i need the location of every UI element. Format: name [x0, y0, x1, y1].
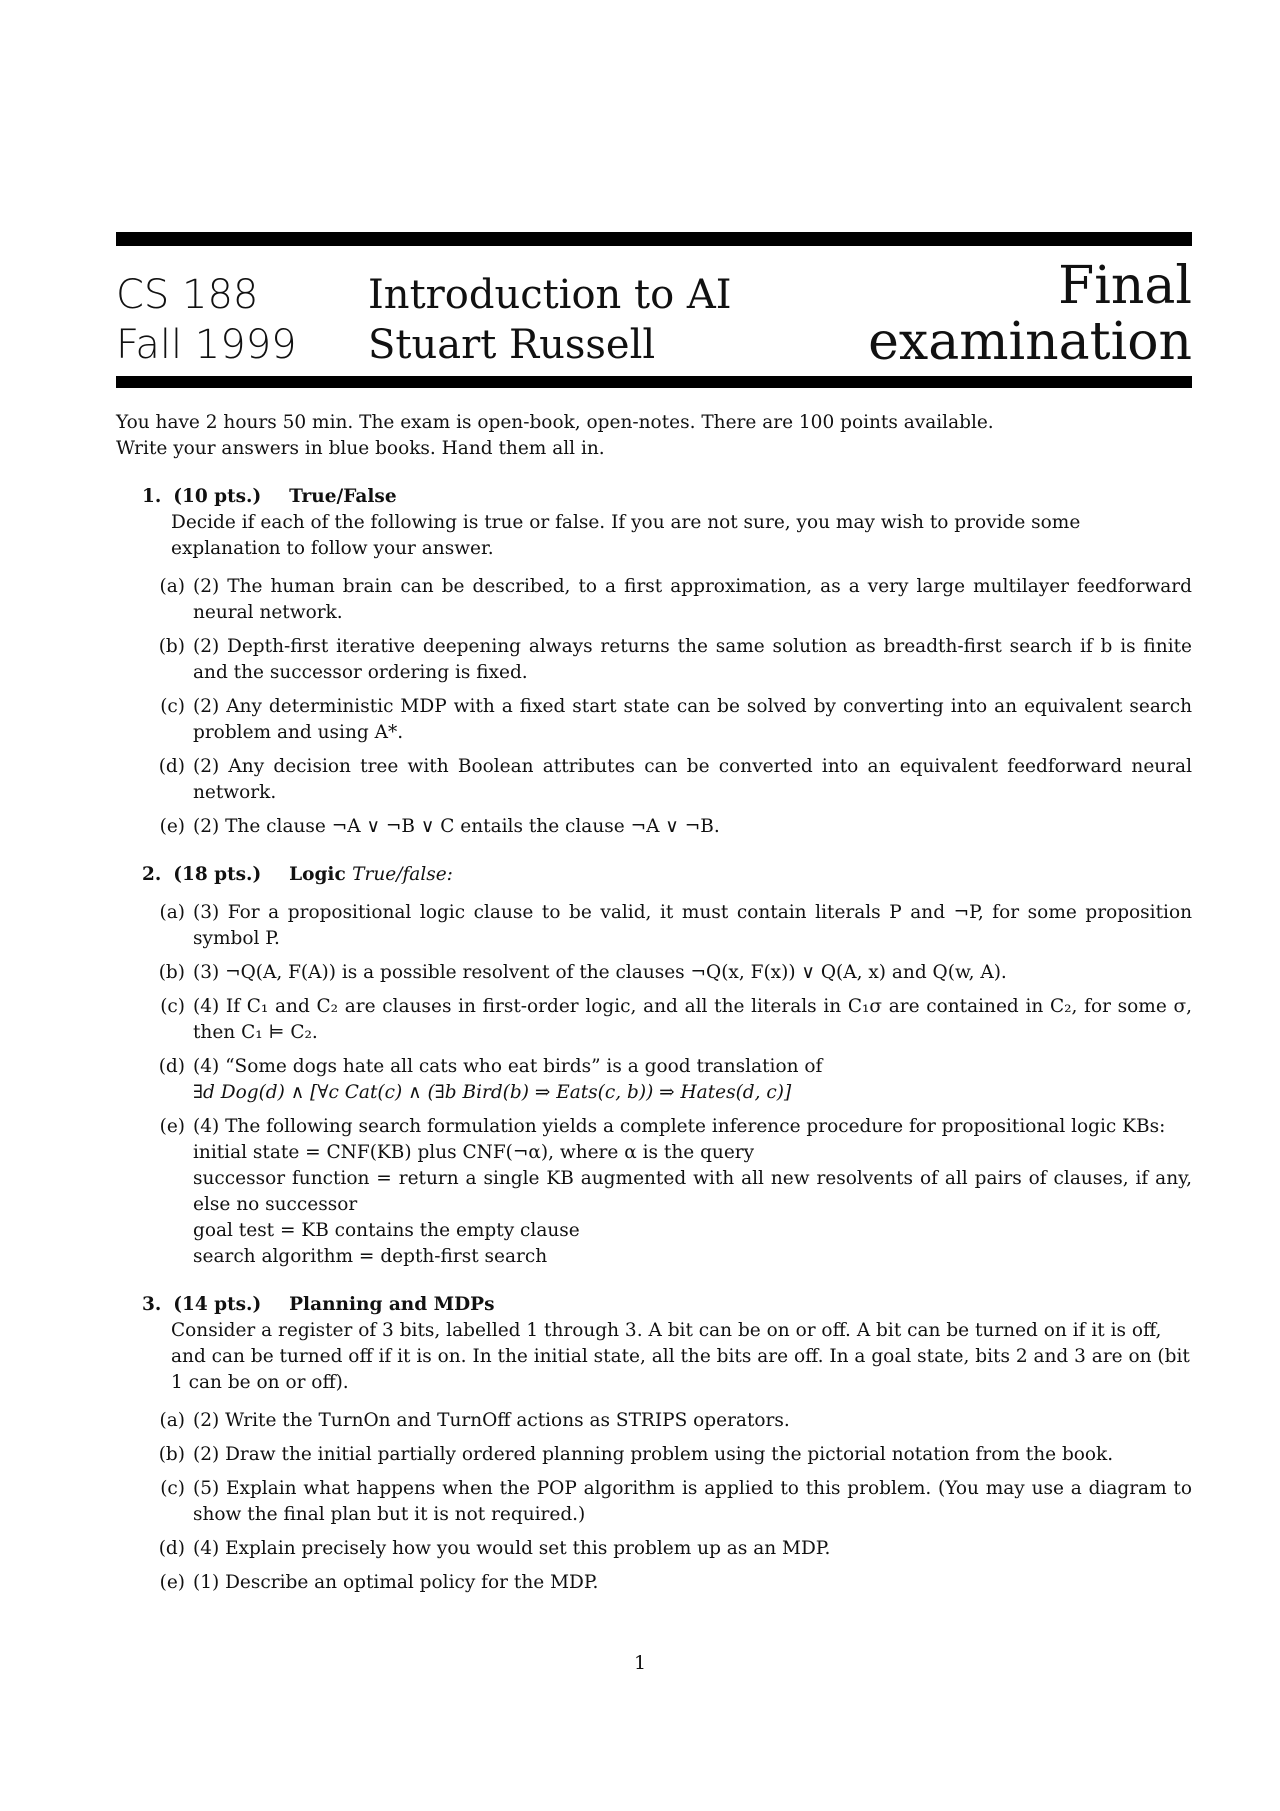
header-rule [116, 376, 1192, 388]
logic-formula: ∃d Dog(d) ∧ [∀c Cat(c) ∧ (∃b Bird(b) ⇒ Eats(c, b)) ⇒ Hates(d, c)] [193, 1082, 792, 1103]
item-label: (d) [158, 1056, 185, 1077]
question-description: Decide if each of the following is true or false. If you are not sure, you may wish to provide some explanation to follow your answer. [171, 512, 1081, 559]
item-label: (c) [160, 696, 185, 717]
question-number: 1. [142, 486, 162, 507]
question-title: Planning and MDPs [289, 1294, 495, 1315]
item-label: (e) [159, 1572, 185, 1593]
item-text: (2) Draw the initial partially ordered planning problem using the pictorial notation from the book. [193, 1444, 1114, 1465]
list-item [141, 1408, 1192, 1434]
title-block [368, 270, 768, 370]
item-label: (c) [160, 996, 185, 1017]
instructor-name: Stuart Russell [368, 322, 656, 368]
list-item [141, 960, 1192, 986]
exam-title: Final examination [868, 256, 1192, 372]
successor-function-line: successor function = return a single KB augmented with all new resolvents of all pairs of clauses, if any, else no successor [193, 1168, 1192, 1215]
question-2 [116, 862, 1192, 1270]
header [116, 246, 1192, 370]
question-3-items [158, 1408, 1192, 1596]
course-title: Introduction to AI [368, 272, 732, 318]
item-label: (e) [159, 1116, 185, 1137]
item-text: (2) Any decision tree with Boolean attributes can be converted into an equivalent feedforward neural network. [193, 756, 1192, 803]
item-text: (2) The human brain can be described, to a first approximation, as a very large multilayer feedforward neural network. [193, 576, 1192, 623]
list-item [141, 814, 1192, 840]
question-subtitle: True/false: [352, 864, 453, 885]
question-points: (18 pts.) [173, 864, 262, 885]
list-item [141, 1054, 1192, 1106]
list-item [141, 754, 1192, 806]
item-text: (4) If C₁ and C₂ are clauses in first-order logic, and all the literals in C₁σ are contained in C₂, for some σ, then C₁ ⊨ C₂. [193, 996, 1192, 1043]
question-3 [116, 1292, 1192, 1596]
instructions [116, 410, 1192, 462]
list-item [141, 1442, 1192, 1468]
question-title-text: Logic [289, 864, 346, 885]
question-description: Consider a register of 3 bits, labelled 1 through 3. A bit can be on or off. A bit can be turned on if it is off, and can be turned off if it is on. In the initial state, all the bits are off. In a goal state, bits 2 and 3 are on (bit 1 can be on or off). [171, 1320, 1190, 1393]
item-text: (4) “Some dogs hate all cats who eat birds” is a good translation of [193, 1056, 823, 1077]
item-label: (a) [159, 902, 185, 923]
item-text: (4) The following search formulation yields a complete inference procedure for propositional logic KBs: [193, 1116, 1166, 1137]
instructions-line1: You have 2 hours 50 min. The exam is open-book, open-notes. There are 100 points available. [116, 412, 994, 433]
search-algorithm-line: search algorithm = depth-first search [193, 1246, 548, 1267]
page-number: 1 [633, 1652, 647, 1674]
question-points: (10 pts.) [173, 486, 262, 507]
item-text: (2) Depth-first iterative deepening always returns the same solution as breadth-first search if b is finite and the successor ordering is fixed. [193, 636, 1192, 683]
exam-page [116, 232, 1192, 1604]
question-2-heading [142, 862, 1192, 888]
list-item [141, 900, 1192, 952]
item-label: (a) [159, 1410, 185, 1431]
item-label: (d) [158, 756, 185, 777]
item-label: (b) [158, 636, 185, 657]
course-block [116, 270, 368, 370]
goal-test-line: goal test = KB contains the empty clause [193, 1220, 580, 1241]
question-2-items [158, 900, 1192, 1270]
list-item [141, 1476, 1192, 1528]
item-text: (2) The clause ¬A ∨ ¬B ∨ C entails the clause ¬A ∨ ¬B. [193, 816, 720, 837]
item-label: (e) [159, 816, 185, 837]
instructions-line2: Write your answers in blue books. Hand them all in. [116, 438, 605, 459]
item-text-block [193, 1054, 1192, 1106]
item-text: (2) Write the TurnOn and TurnOff actions as STRIPS operators. [193, 1410, 790, 1431]
item-label: (b) [158, 1444, 185, 1465]
item-label: (d) [158, 1538, 185, 1559]
list-item [141, 634, 1192, 686]
item-label: (c) [160, 1478, 185, 1499]
question-3-heading [142, 1292, 1192, 1318]
item-text: (2) Any deterministic MDP with a fixed start state can be solved by converting into an equivalent search problem and using A*. [193, 696, 1192, 743]
question-1-heading [142, 484, 1192, 510]
top-rule [116, 232, 1192, 246]
item-label: (a) [159, 576, 185, 597]
item-text: (5) Explain what happens when the POP algorithm is applied to this problem. (You may use a diagram to show the final plan but it is not required.) [193, 1478, 1192, 1525]
list-item [141, 994, 1192, 1046]
item-text: (1) Describe an optimal policy for the MDP. [193, 1572, 599, 1593]
initial-state-line: initial state = CNF(KB) plus CNF(¬α), where α is the query [193, 1142, 755, 1163]
list-item [141, 574, 1192, 626]
question-title: True/False [289, 486, 397, 507]
question-title [289, 864, 453, 885]
item-text-block [193, 1114, 1192, 1270]
question-1-items [158, 574, 1192, 840]
course-code: CS 188 [116, 272, 259, 318]
list-item [141, 694, 1192, 746]
item-text: (4) Explain precisely how you would set this problem up as an MDP. [193, 1538, 831, 1559]
question-1 [116, 484, 1192, 840]
question-points: (14 pts.) [173, 1294, 262, 1315]
question-number: 3. [142, 1294, 162, 1315]
item-text: (3) For a propositional logic clause to be valid, it must contain literals P and ¬P, for some proposition symbol P. [193, 902, 1192, 949]
list-item [141, 1114, 1192, 1270]
question-number: 2. [142, 864, 162, 885]
item-label: (b) [158, 962, 185, 983]
course-term: Fall 1999 [116, 322, 297, 368]
list-item [141, 1536, 1192, 1562]
list-item [141, 1570, 1192, 1596]
item-text: (3) ¬Q(A, F(A)) is a possible resolvent of the clauses ¬Q(x, F(x)) ∨ Q(A, x) and Q(w, A). [193, 962, 1007, 983]
